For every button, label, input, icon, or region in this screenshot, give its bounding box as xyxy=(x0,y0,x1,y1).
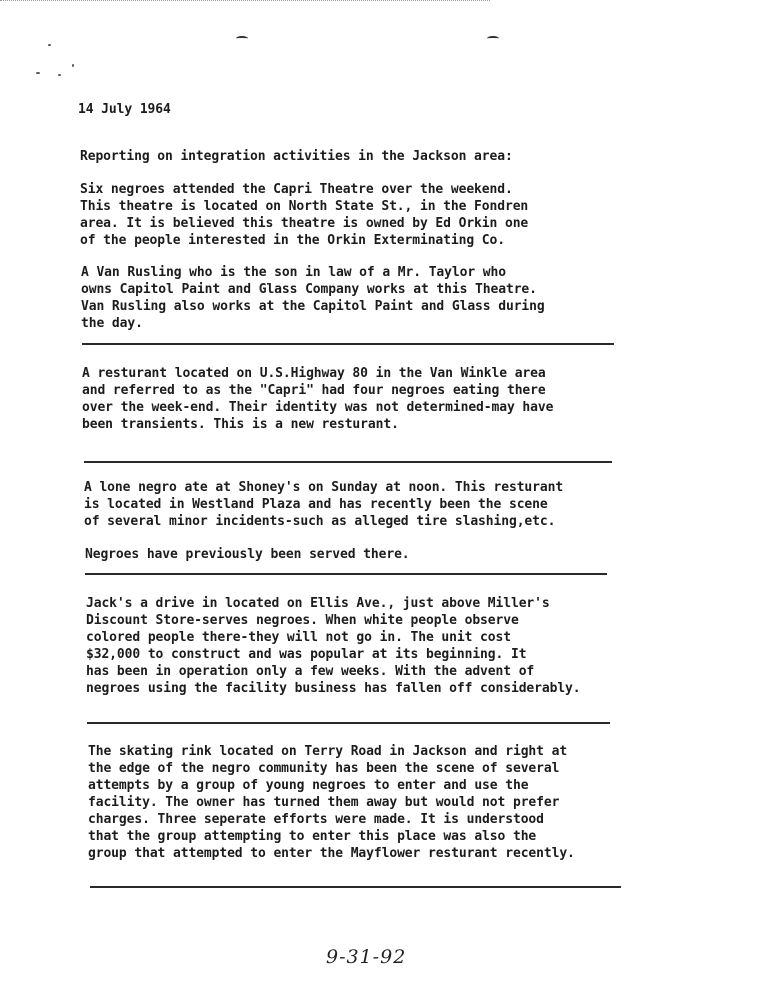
paragraph-line: This theatre is located on North State St., in the Fondren xyxy=(80,199,529,214)
paragraph-line: Jack's a drive in located on Ellis Ave., just above Miller's xyxy=(86,596,550,611)
scan-edge-dots xyxy=(0,0,490,3)
paragraph-line: of the people interested in the Orkin Exterminating Co. xyxy=(80,233,505,248)
paragraph-line: A Van Rusling who is the son in law of a Mr. Taylor who xyxy=(81,265,506,280)
paragraph-line: Discount Store-serves negroes. When white people observe xyxy=(86,613,519,628)
section-divider xyxy=(90,886,621,888)
scan-mark xyxy=(487,36,499,41)
paragraph-line: colored people there-they will not go in. The unit cost xyxy=(86,630,511,645)
handwritten-file-number: 9-31-92 xyxy=(326,946,407,968)
paragraph-line: attempts by a group of young negroes to enter and use the xyxy=(88,778,529,793)
paragraph-line: $32,000 to construct and was popular at its beginning. It xyxy=(86,647,527,662)
letter-date: 14 July 1964 xyxy=(78,102,171,117)
paragraph-line: of several minor incidents-such as alleged tire slashing,etc. xyxy=(84,514,556,529)
paragraph-line: A resturant located on U.S.Highway 80 in the Van Winkle area xyxy=(82,366,546,381)
scan-speck xyxy=(58,74,61,76)
paragraph-line: Van Rusling also works at the Capitol Paint and Glass during xyxy=(81,299,545,314)
paragraph-line: owns Capitol Paint and Glass Company works at this Theatre. xyxy=(81,282,537,297)
paragraph-line: the day. xyxy=(81,316,143,331)
paragraph-line: area. It is believed this theatre is owned by Ed Orkin one xyxy=(80,216,529,231)
section-divider xyxy=(87,722,610,724)
paragraph-line: has been in operation only a few weeks. With the advent of xyxy=(86,664,535,679)
scan-speck xyxy=(36,72,40,74)
letter-intro: Reporting on integration activities in the Jackson area: xyxy=(80,149,513,164)
paragraph-line: over the week-end. Their identity was not determined-may have xyxy=(82,400,554,415)
scan-speck xyxy=(48,44,51,46)
paragraph-line: negroes using the facility business has fallen off considerably. xyxy=(86,681,581,696)
paragraph-line: facility. The owner has turned them away but would not prefer xyxy=(88,795,560,810)
scan-mark xyxy=(236,36,248,41)
paragraph-line: group that attempted to enter the Mayflower resturant recently. xyxy=(88,846,575,861)
paragraph-line: that the group attempting to enter this place was also the xyxy=(88,829,537,844)
paragraph-line: is located in Westland Plaza and has recently been the scene xyxy=(84,497,548,512)
paragraph-line: been transients. This is a new resturant. xyxy=(82,417,399,432)
section-divider xyxy=(85,573,607,575)
paragraph-line: Six negroes attended the Capri Theatre over the weekend. xyxy=(80,182,513,197)
section-divider xyxy=(84,461,612,463)
scan-speck xyxy=(72,64,74,67)
paragraph-line: and referred to as the "Capri" had four negroes eating there xyxy=(82,383,546,398)
paragraph-line: the edge of the negro community has been the scene of several xyxy=(88,761,560,776)
paragraph-line: The skating rink located on Terry Road in Jackson and right at xyxy=(88,744,568,759)
paragraph-line: Negroes have previously been served there. xyxy=(85,547,410,562)
paragraph-line: A lone negro ate at Shoney's on Sunday at noon. This resturant xyxy=(84,480,564,495)
section-divider xyxy=(82,343,614,345)
paragraph-line: charges. Three seperate efforts were made. It is understood xyxy=(88,812,544,827)
